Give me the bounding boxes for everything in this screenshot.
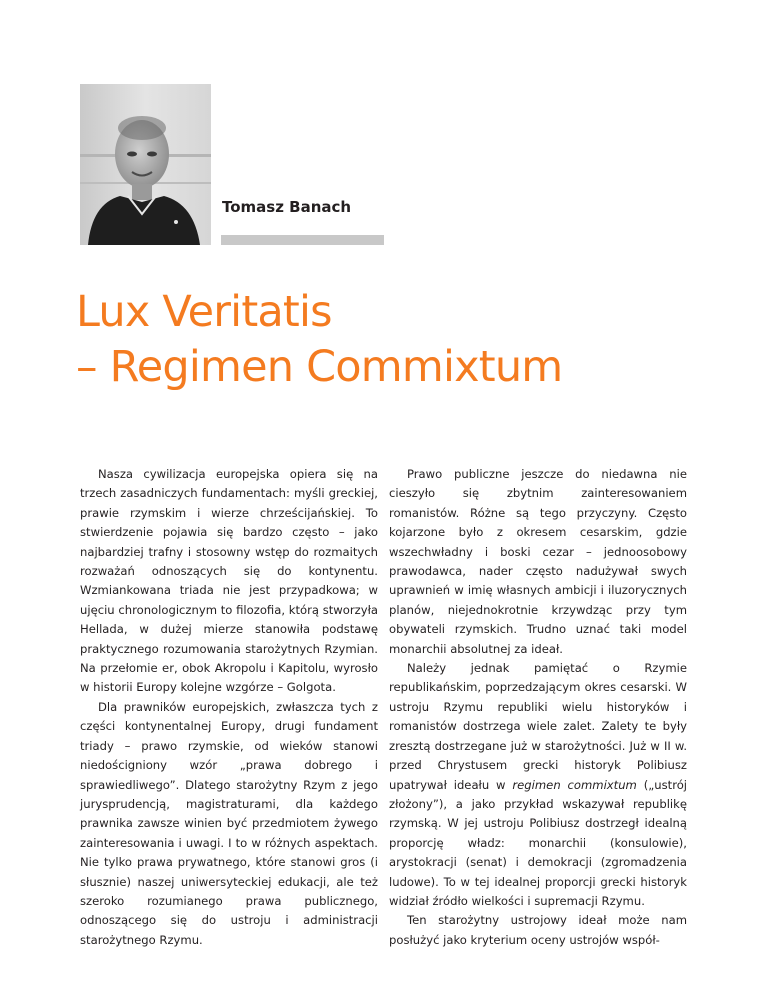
title-line-1: Lux Veritatis	[76, 287, 332, 337]
author-portrait-image	[80, 84, 211, 245]
paragraph: Dla prawników europejskich, zwłaszcza tych z części kontynentalnej Europy, drugi fundament triady – prawo rzymskie, od wieków stanowi niedościgniony wzór „prawa dobrego i sprawiedliwego”. Dlatego starożytny Rzym z jego jurysprudencją, magistraturami, dla każdego prawnika zawsze winien być przedmiotem żywego zainteresowania i uwagi. I to w różnych aspektach. Nie tylko prawa prywatnego, które stanowi gros (i słusznie) naszej uniwersyteckiej edukacji, ale też szeroko rozumianego prawa publicznego, odnoszącego się do ustroju i administracji starożytnego Rzymu.	[80, 699, 378, 947]
author-name: Tomasz Banach	[222, 198, 352, 216]
author-photo	[80, 84, 211, 245]
paragraph	[389, 659, 687, 911]
paragraph-text: Należy jednak pamiętać o Rzymie republikańskim, poprzedzającym okres cesarski. W ustroju Rzymu republiki wielu historyków i romanistów dostrzega wiele zalet. Zalety te były zresztą dostrzegane już w starożytności. Już w II w. przed Chrystusem grecki historyk Polibiusz upatrywał ideału w	[389, 661, 687, 792]
paragraph: Nasza cywilizacja europejska opiera się na trzech zasadniczych fundamentach: myśli greckiej, prawie rzymskim i wierze chrześcijańskiej. To stwierdzenie pojawia się bardzo często – jako najbardziej trafny i stosowny wstęp do rozmaitych rozważań odnoszących się do kontynentu. Wzmiankowana triada nie jest przypadkowa; w ujęciu chronologicznym to filozofia, którą stworzyła Hellada, w dużej mierze stanowiła podstawę praktycznego rozumowania starożytnych Rzymian. Na przełomie er, obok Akropolu i Kapitolu, wyrosło w historii Europy kolejne wzgórze – Golgota.	[80, 467, 378, 695]
latin-term: regimen commixtum	[512, 777, 637, 792]
paragraph: Ten starożytny ustrojowy ideał może nam posłużyć jako kryterium oceny ustrojów współ-	[389, 913, 687, 947]
paragraph: Prawo publiczne jeszcze do niedawna nie cieszyło się zbytnim zainteresowaniem romanistów. Różne są tego przyczyny. Często kojarzone było z okresem cesarskim, gdzie wszechwładny i boski cezar – jednoosobowy prawodawca, nader często nadużywał swych uprawnień w imię własnych ambicji i iluzorycznych planów, niejednokrotnie krzywdząc przy tym obywateli rzymskich. Trudno uznać taki model monarchii absolutnej za ideał.	[389, 467, 687, 656]
article-title	[76, 285, 562, 395]
decorative-bar	[221, 235, 384, 245]
left-column	[80, 465, 378, 950]
title-line-2: – Regimen Commixtum	[76, 342, 563, 392]
right-column	[389, 465, 687, 950]
paragraph-text: („ustrój złożony”), a jako przykład wskazywał republikę rzymską. W jej ustroju Polibiusz dostrzegł idealną proporcję władz: monarchii (konsulowie), arystokracji (senat) i demokracji (zgromadzenia ludowe). To w tej idealnej proporcji grecki historyk widział źródło wielkości i supremacji Rzymu.	[389, 777, 688, 908]
